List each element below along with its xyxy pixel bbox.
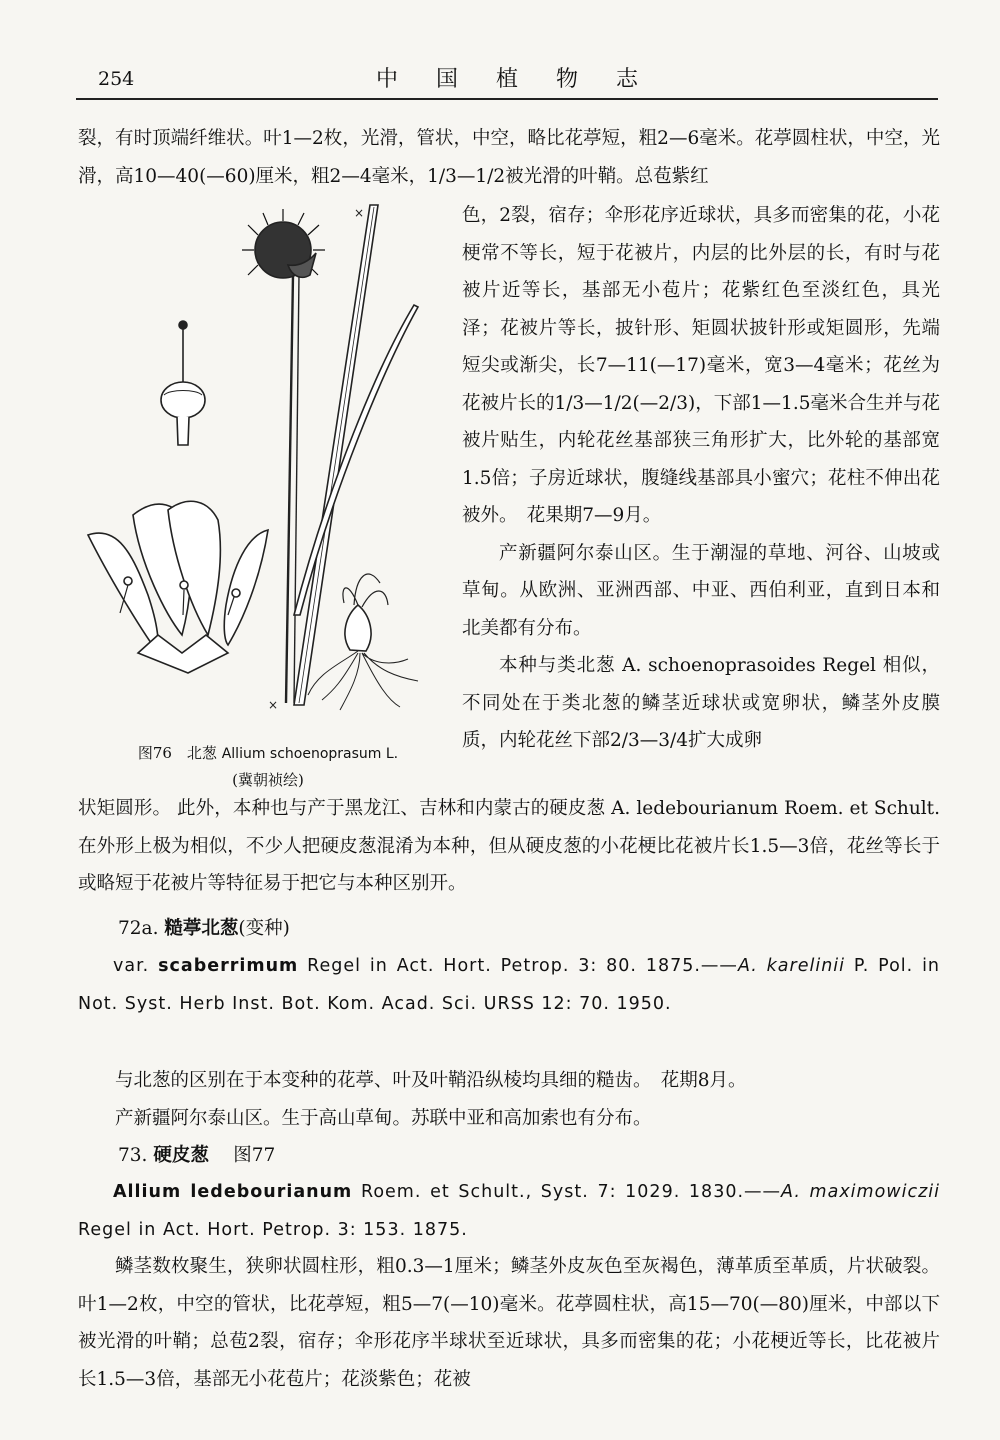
citation-text: Roem. et Schult., Syst. 7: 1029. 1830.—— xyxy=(352,1182,782,1202)
figure-76 xyxy=(78,195,458,795)
figure-reference: 图77 xyxy=(233,1145,276,1166)
paragraph-text: 状矩圆形。 此外，本种也与产于黑龙江、吉林和内蒙古的硬皮葱 A. ledebourianum Roem. et Schult. 在外形上极为相似，不少人把硬皮葱混淆为本种，但从硬皮葱的小花梗比花被片长1.5—3倍，花丝等长于或略短于花被片等特征易于把它与本种区别开。 xyxy=(78,798,940,894)
species-description xyxy=(78,1248,940,1398)
right-column xyxy=(462,197,940,760)
citation-synonym: A. karelinii xyxy=(737,956,846,976)
citation-text: Regel in Act. Hort. Petrop. 3: 80. 1875.—— xyxy=(298,956,738,976)
variety-description xyxy=(78,1062,940,1137)
variety-diagnosis: 与北葱的区别在于本变种的花葶、叶及叶鞘沿纵棱均具细的糙齿。 花期8月。 xyxy=(115,1070,747,1091)
running-title: 中国植物志 xyxy=(375,67,676,92)
citation-name: Allium ledebourianum xyxy=(113,1182,353,1202)
variety-heading xyxy=(78,910,940,948)
species-heading xyxy=(78,1137,940,1175)
taxon-number: 72a. xyxy=(118,918,159,939)
figure-caption xyxy=(78,740,458,793)
citation-synonym: A. maximowiczii xyxy=(781,1182,941,1202)
citation-end: Regel in Act. Hort. Petrop. 3: 153. 1875. xyxy=(78,1219,468,1240)
page-number: 254 xyxy=(98,68,135,90)
figure-marker-bottom: × xyxy=(268,698,279,712)
citation-end: P. Pol. in Not. Syst. Herb Inst. Bot. Kom. Acad. Sci. URSS 12: 70. 1950. xyxy=(78,956,941,1014)
taxon-number: 73. xyxy=(118,1145,148,1166)
paragraph-text: 裂，有时顶端纤维状。叶1—2枚，光滑，管状，中空，略比花葶短，粗2—6毫米。花葶圆柱状，中空，光滑，高10—40(—60)厘米，粗2—4毫米，1/3—1/2被光滑的叶鞘。总苞紫红 xyxy=(78,128,940,187)
taxon-rank: (变种) xyxy=(238,918,290,939)
taxon-name: 糙葶北葱 xyxy=(164,918,239,939)
figure-marker-top: × xyxy=(354,206,365,220)
paragraph-text: 色，2裂，宿存；伞形花序近球状，具多而密集的花，小花梗常不等长，短于花被片，内层的比外层的长，有时与花被片近等长，基部无小苞片；花紫红色至淡红色，具光泽；花被片等长，披针形、矩圆状披针形或矩圆形，先端短尖或渐尖，长7—11(—17)毫米，宽3—4毫米；花丝为花被片长的1/3—1/2(—2/3)，下部1—1.5毫米合生并与花被片贴生，内轮花丝基部狭三角形扩大，比外轮的基部宽1.5倍；子房近球状，腹缝线基部具小蜜穴；花柱不伸出花被外。 花果期7—9月。 xyxy=(462,205,940,526)
page-header xyxy=(76,60,938,100)
species-citation xyxy=(78,1174,940,1249)
paragraph-continuation xyxy=(78,120,940,196)
header-rule xyxy=(76,98,938,100)
caption-prefix: 图76 北葱 xyxy=(137,744,217,762)
species-diagnosis: 鳞茎数枚聚生，狭卵状圆柱形，粗0.3—1厘米；鳞茎外皮灰色至灰褐色，薄革质至革质，片状破裂。叶1—2枚，中空的管状，比花葶短，粗5—7(—10)毫米。花葶圆柱状，高15—70(—80)厘米，中部以下被光滑的叶鞘；总苞2裂，宿存；伞形花序半球状至近球状，具多而密集的花；小花梗近等长，比花被片长1.5—3倍，基部无小花苞片；花淡紫色；花被 xyxy=(78,1256,940,1390)
taxon-name: 硬皮葱 xyxy=(153,1145,209,1166)
citation-var: var. xyxy=(113,956,150,976)
allium-illustration xyxy=(78,195,458,735)
citation-epithet: scaberrimum xyxy=(158,956,299,976)
variety-distribution: 产新疆阿尔泰山区。生于高山草甸。苏联中亚和高加索也有分布。 xyxy=(115,1107,652,1129)
variety-citation xyxy=(78,948,940,1023)
caption-latin-name: Allium schoenoprasum L. xyxy=(221,746,399,762)
paragraph-comparison-cont xyxy=(78,790,940,903)
paragraph-distribution: 产新疆阿尔泰山区。生于潮湿的草地、河谷、山坡或草甸。从欧洲、亚洲西部、中亚、西伯利亚，直到日本和北美都有分布。 xyxy=(462,542,940,639)
caption-credit: (冀朝祯绘) xyxy=(232,771,304,789)
paragraph-comparison: 本种与类北葱 A. schoenoprasoides Regel 相似，不同处在于类北葱的鳞茎近球状或宽卵状，鳞茎外皮膜质，内轮花丝下部2/3—3/4扩大成卵 xyxy=(462,655,940,751)
